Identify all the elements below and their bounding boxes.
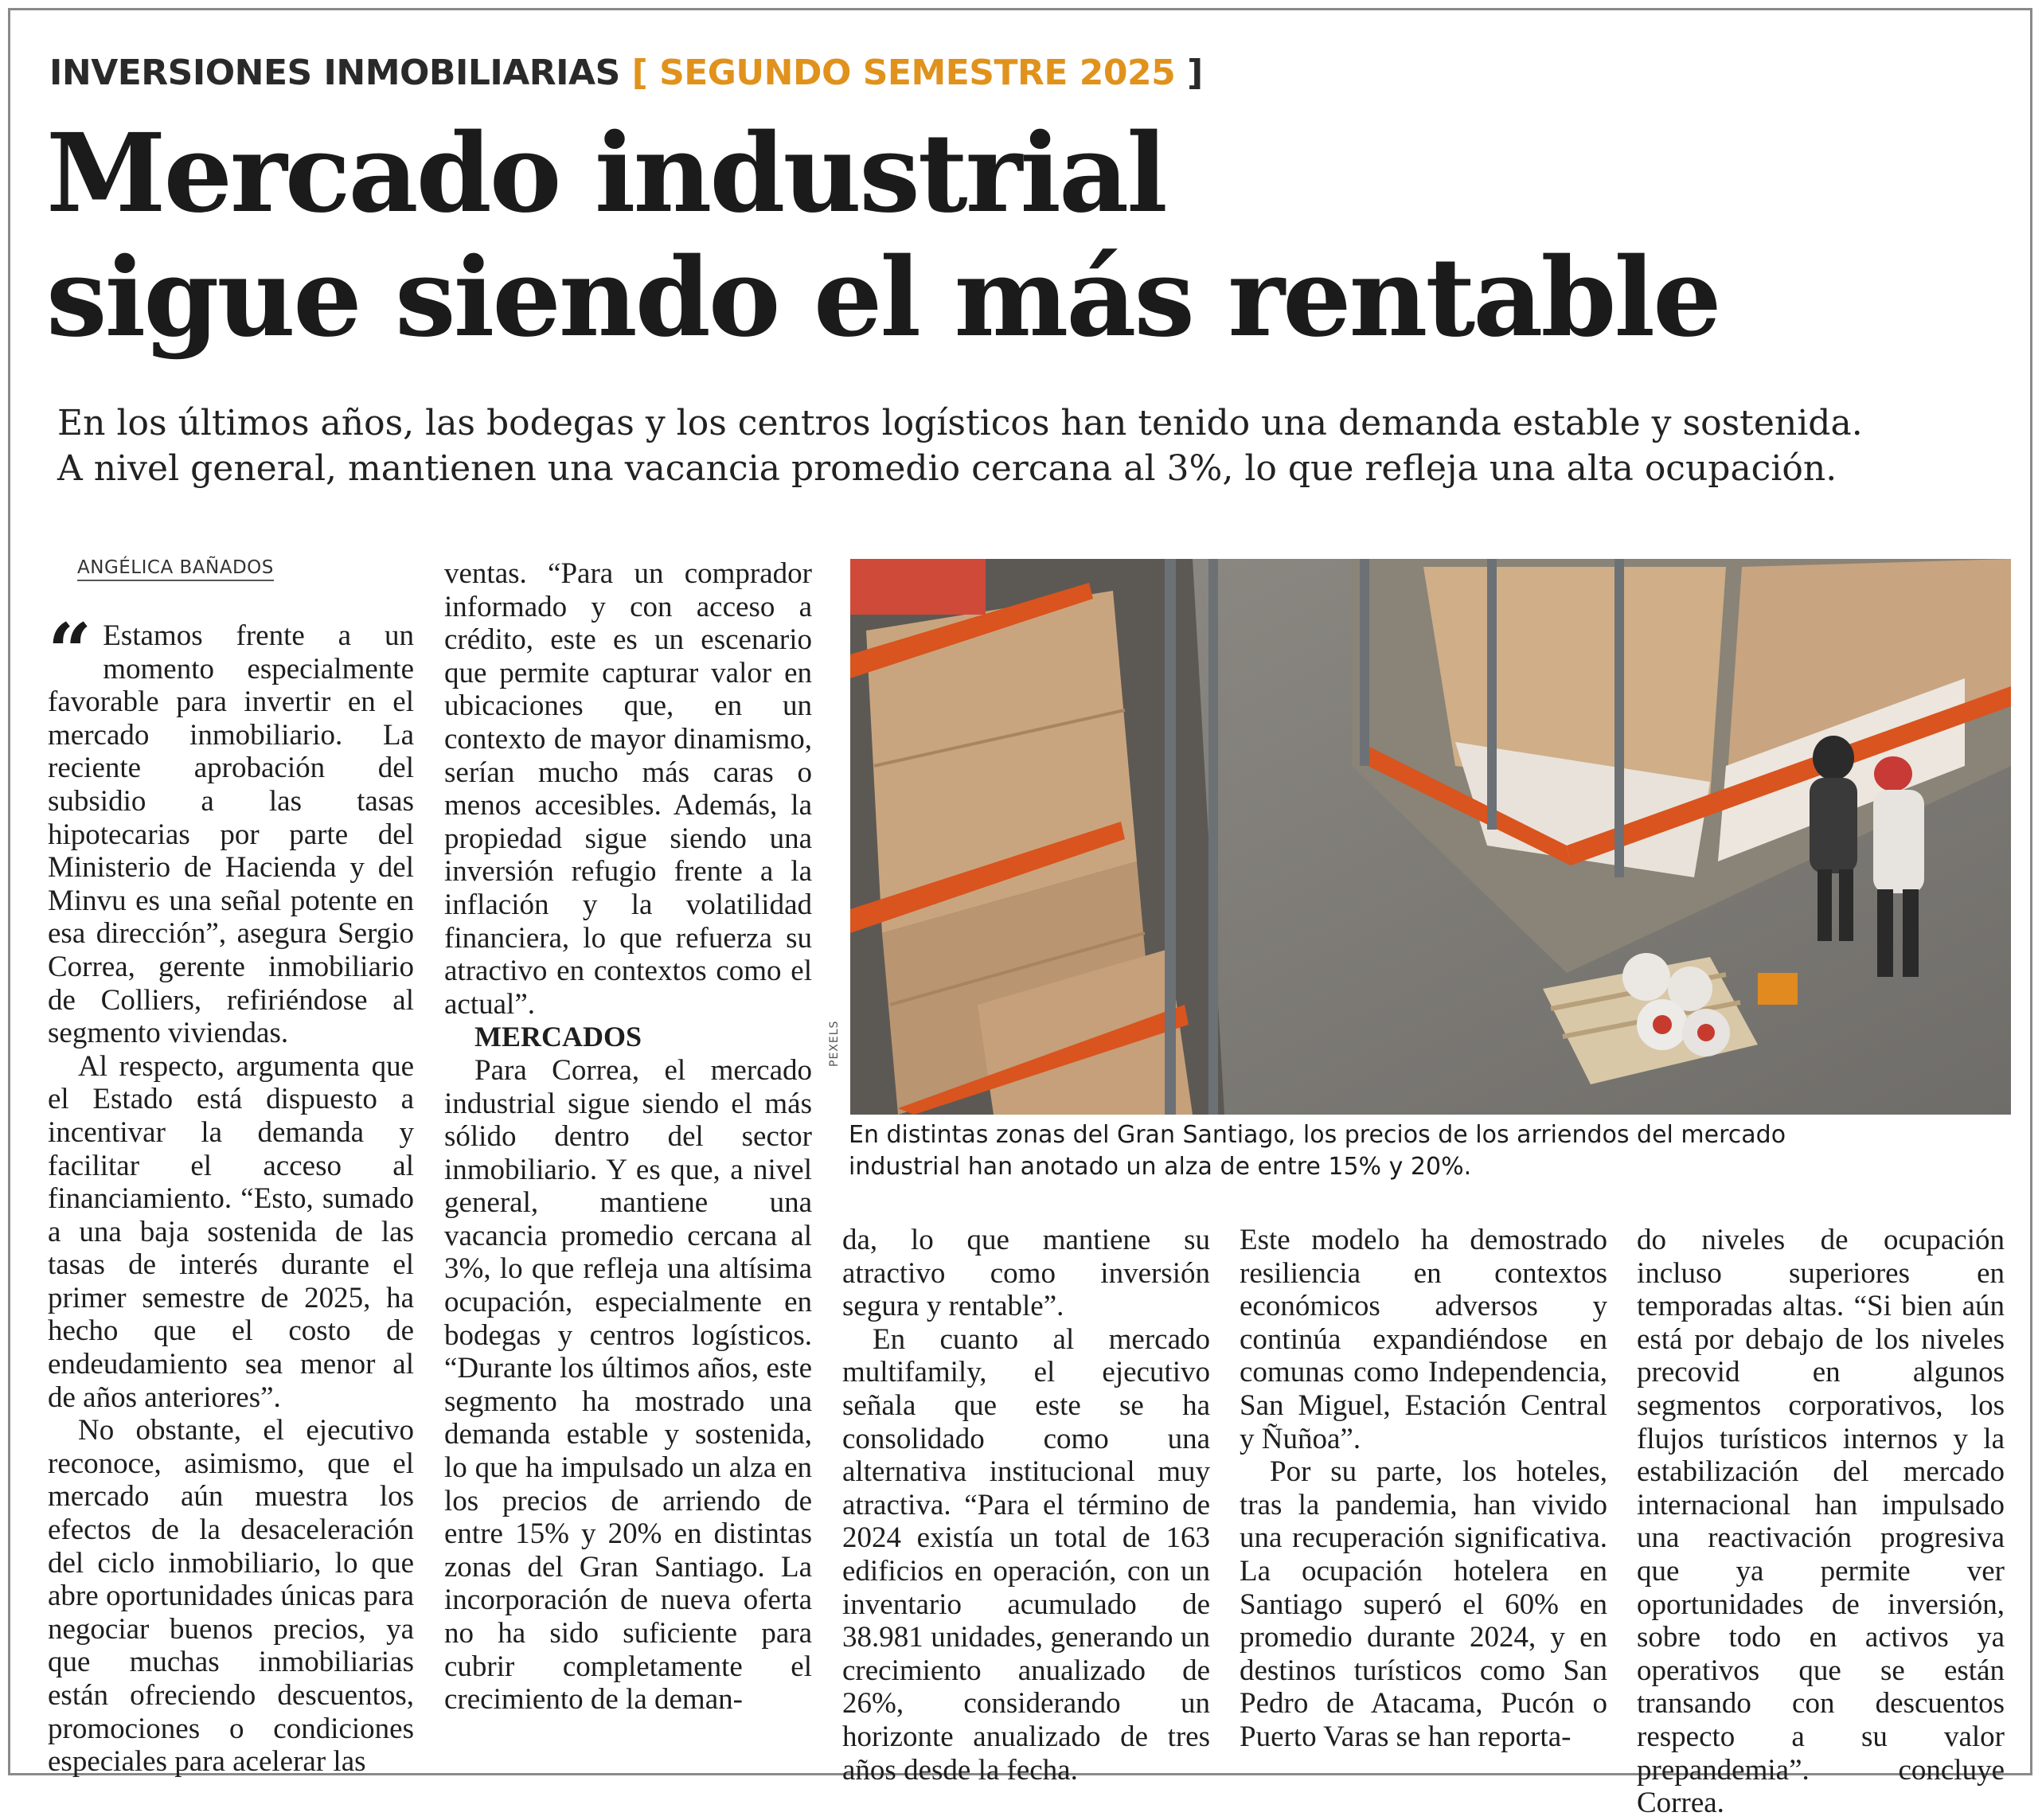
section-close-bracket: ] — [1187, 53, 1203, 93]
column-4 — [1240, 1224, 1607, 1754]
subhead-mercados: MERCADOS — [474, 1021, 642, 1053]
column-1-paragraph: Al respecto, argumenta que el Estado está dispuesto a incentivar la demanda y facilitar el acceso al financiamiento. “Esto, sumado a una baja sostenida de las tasas de interés durante el primer semestre de 2025, ha hecho que el costo de endeudamiento sea menor al de años anteriores”. — [48, 1049, 414, 1414]
column-2-paragraph: Para Correa, el mercado industrial sigue siendo el más sólido dentro del sector inmobiliario. Y es que, a nivel general, mantiene una vacancia promedio cercana al 3%, lo que refleja una altísima ocupación, especialmente en bodegas y centros logísticos. “Durante los últimos años, este segmento ha mostrado una demanda estable y sostenida, lo que ha impulsado un alza en los precios de arriendo de entre 15% y 20% en distintas zonas del Gran Santiago. La incorporación de nueva oferta no ha sido suficiente para cubrir completamente el crecimiento de la deman- — [444, 1053, 812, 1717]
caption-line-2: industrial han anotado un alza de entre 15% y 20%. — [849, 1153, 1472, 1181]
headline-line-1: Mercado industrial — [46, 110, 1165, 237]
photo-caption — [849, 1119, 2011, 1183]
column-2 — [444, 557, 812, 1717]
column-1-paragraph: No obstante, el ejecutivo reconoce, asimismo, que el mercado aún muestra los efectos de la desaceleración del ciclo inmobiliario, lo que abre oportunidades únicas para negociar buenos precios, ya que muchas inmobiliarias están ofreciendo descuentos, promociones o condiciones especiales para acelerar las — [48, 1414, 414, 1779]
deck-line-1: En los últimos años, las bodegas y los centros logísticos han tenido una demanda estable y sostenida. — [57, 403, 1863, 443]
byline: ANGÉLICA BAÑADOS — [77, 557, 274, 581]
section-open-bracket: [ — [631, 53, 648, 93]
article-deck — [57, 400, 2016, 491]
column-1-paragraph: Estamos frente a un momento especialmente favorable para invertir en el mercado inmobiliario. La reciente aprobación del subsidio a las tasas hipotecarias por parte del Ministerio de Hacienda y del Minvu es una señal potente en esa dirección”, asegura Sergio Correa, gerente inmobiliario de Colliers, refiriéndose al segmento viviendas. — [48, 619, 414, 1050]
article-headline — [46, 111, 1877, 360]
headline-line-2: sigue siendo el más rentable — [46, 234, 1720, 361]
photo-credit: PEXELS — [828, 1020, 841, 1067]
column-4-paragraph: Por su parte, los hoteles, tras la pandemia, han vivido una recuperación significativa. La ocupación hotelera en Santiago superó el 60% en promedio durante 2024, y en destinos turísticos como San Pedro de Atacama, Pucón o Puerto Varas se han reporta- — [1240, 1455, 1607, 1753]
section-label: INVERSIONES INMOBILIARIAS — [49, 53, 620, 93]
column-5-paragraph: do niveles de ocupación incluso superiores en temporadas altas. “Si bien aún está por debajo de los niveles precovid en algunos segmentos corporativos, los flujos turísticos internos y la estabilización del mercado internacional han impulsado una reactivación progresiva que ya permite ver oportunidades de inversión, sobre todo en activos ya operativos que se están transando con descuentos respecto a su valor prepandemia”. concluye Correa. — [1637, 1224, 2005, 1820]
column-1 — [48, 607, 414, 1779]
column-3 — [842, 1224, 1210, 1787]
column-5 — [1637, 1224, 2005, 1820]
caption-line-1: En distintas zonas del Gran Santiago, los precios de los arriendos del mercado — [849, 1121, 1786, 1149]
column-4-paragraph: Este modelo ha demostrado resiliencia en contextos económicos adversos y continúa expandiéndose en comunas como Independencia, San Miguel, Estación Central y Ñuñoa”. — [1240, 1224, 1607, 1455]
column-3-paragraph: En cuanto al mercado multifamily, el ejecutivo señala que este se ha consolidado como una alternativa institucional muy atractiva. “Para el término de 2024 existía un total de 163 edificios en operación, con un inventario acumulado de 38.981 unidades, generando un crecimiento anualizado de 26%, considerando un horizonte anualizado de tres años desde la fecha. — [842, 1322, 1210, 1787]
open-quote-mark: “ — [48, 607, 92, 697]
column-2-paragraph: ventas. “Para un comprador informado y con acceso a crédito, este es un escenario que permite capturar valor en ubicaciones que, en un contexto de mayor dinamismo, serían mucho más caras o menos accesibles. Además, la propiedad sigue siendo una inversión refugio frente a la inflación y la volatilidad financiera, lo que refuerza su atractivo en contextos como el actual”. — [444, 557, 812, 1021]
deck-line-2: A nivel general, mantienen una vacancia promedio cercana al 3%, lo que refleja una alta ocupación. — [57, 448, 1837, 489]
section-period: SEGUNDO SEMESTRE 2025 — [659, 53, 1176, 93]
column-3-paragraph: da, lo que mantiene su atractivo como inversión segura y rentable”. — [842, 1224, 1210, 1323]
section-kicker — [49, 49, 1203, 97]
warehouse-photo — [850, 559, 2011, 1115]
